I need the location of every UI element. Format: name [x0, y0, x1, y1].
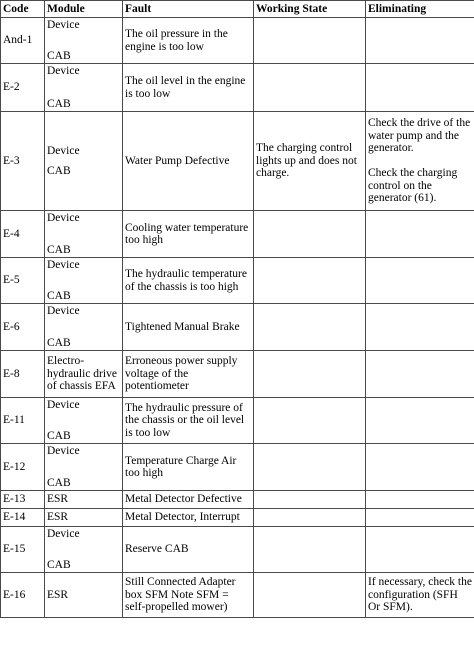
eliminating-cell	[366, 211, 474, 258]
fault-cell: Cooling water temperature too high	[123, 211, 254, 258]
eliminating-cell	[366, 258, 474, 304]
module-cell	[45, 112, 123, 211]
code-cell: E-3	[1, 112, 45, 211]
table-row	[1, 573, 474, 618]
module-line: Device	[47, 18, 80, 31]
eliminating-cell	[366, 18, 474, 64]
table-row	[1, 211, 474, 258]
code-cell: E-15	[1, 527, 45, 573]
code-cell: E-16	[1, 573, 45, 618]
working-state-cell	[254, 509, 366, 527]
fault-cell: The oil pressure in the engine is too low	[123, 18, 254, 64]
header-eliminating: Eliminating	[366, 1, 474, 18]
fault-cell: Metal Detector, Interrupt	[123, 509, 254, 527]
eliminating-cell: If necessary, check the configuration (SFH Or SFM).	[366, 573, 474, 618]
module-line: Device	[47, 304, 80, 317]
table-row	[1, 398, 474, 444]
module-line: CAB	[47, 477, 71, 489]
table-row	[1, 112, 474, 211]
header-working-state: Working State	[254, 1, 366, 18]
working-state-cell	[254, 444, 366, 491]
fault-cell: The oil level in the engine is too low	[123, 64, 254, 112]
working-state-cell	[254, 527, 366, 573]
header-module: Module	[45, 1, 123, 18]
eliminating-cell: Check the drive of the water pump and the generator. Check the charging control on the generator (61).	[366, 112, 474, 211]
module-cell	[45, 444, 123, 491]
module-line: CAB	[47, 164, 71, 177]
module-cell	[45, 64, 123, 112]
module-line: CAB	[47, 290, 71, 302]
eliminating-cell	[366, 527, 474, 573]
code-cell: E-2	[1, 64, 45, 112]
table-row	[1, 527, 474, 573]
module-cell	[45, 398, 123, 444]
eliminating-cell	[366, 304, 474, 351]
table-header-row	[1, 1, 474, 18]
module-cell	[45, 304, 123, 351]
module-line: Device	[47, 211, 80, 224]
eliminating-cell	[366, 444, 474, 491]
fault-cell: Water Pump Defective	[123, 112, 254, 211]
module-line: Device	[47, 258, 80, 271]
module-line: CAB	[47, 337, 71, 349]
module-line: CAB	[47, 559, 71, 571]
module-cell	[45, 527, 123, 573]
module-line: CAB	[47, 430, 71, 442]
fault-cell: Still Connected Adapter box SFM Note SFM = self-propelled mower)	[123, 573, 254, 618]
table-row	[1, 64, 474, 112]
code-cell: E-13	[1, 491, 45, 509]
table-row	[1, 491, 474, 509]
module-line: Device	[47, 398, 80, 411]
fault-cell: The hydraulic pressure of the chassis or the oil level is too low	[123, 398, 254, 444]
header-fault: Fault	[123, 1, 254, 18]
table-row	[1, 509, 474, 527]
fault-cell: Metal Detector Defective	[123, 491, 254, 509]
fault-cell: Temperature Charge Air too high	[123, 444, 254, 491]
module-cell	[45, 18, 123, 64]
working-state-cell	[254, 304, 366, 351]
eliminating-cell	[366, 398, 474, 444]
module-line: CAB	[47, 244, 71, 256]
eliminating-cell	[366, 491, 474, 509]
module-line: Device	[47, 145, 80, 157]
module-line: Device	[47, 64, 80, 77]
working-state-cell	[254, 211, 366, 258]
table-row	[1, 18, 474, 64]
working-state-cell	[254, 573, 366, 618]
code-cell: E-12	[1, 444, 45, 491]
eliminating-cell	[366, 509, 474, 527]
module-cell: Electro-hydraulic drive of chassis EFA	[45, 351, 123, 398]
code-cell: E-4	[1, 211, 45, 258]
module-line: CAB	[47, 98, 71, 110]
working-state-cell: The charging control lights up and does not charge.	[254, 112, 366, 211]
code-cell: E-5	[1, 258, 45, 304]
module-line: CAB	[47, 50, 71, 62]
eliminating-cell	[366, 351, 474, 398]
module-cell	[45, 258, 123, 304]
table-row	[1, 304, 474, 351]
table-row	[1, 444, 474, 491]
working-state-cell	[254, 64, 366, 112]
table-row	[1, 351, 474, 398]
fault-cell: Reserve CAB	[123, 527, 254, 573]
code-cell: E-14	[1, 509, 45, 527]
module-line: Device	[47, 527, 80, 540]
code-cell: E-8	[1, 351, 45, 398]
module-cell	[45, 211, 123, 258]
eliminating-cell	[366, 64, 474, 112]
fault-cell: Tightened Manual Brake	[123, 304, 254, 351]
module-line: Device	[47, 444, 80, 457]
fault-cell: The hydraulic temperature of the chassis is too high	[123, 258, 254, 304]
header-code: Code	[1, 1, 45, 18]
working-state-cell	[254, 398, 366, 444]
module-cell: ESR	[45, 573, 123, 618]
code-cell: And-1	[1, 18, 45, 64]
table-row	[1, 258, 474, 304]
working-state-cell	[254, 491, 366, 509]
working-state-cell	[254, 18, 366, 64]
working-state-cell	[254, 351, 366, 398]
module-cell: ESR	[45, 491, 123, 509]
fault-cell: Erroneous power supply voltage of the potentiometer	[123, 351, 254, 398]
code-cell: E-11	[1, 398, 45, 444]
code-cell: E-6	[1, 304, 45, 351]
module-cell: ESR	[45, 509, 123, 527]
working-state-cell	[254, 258, 366, 304]
